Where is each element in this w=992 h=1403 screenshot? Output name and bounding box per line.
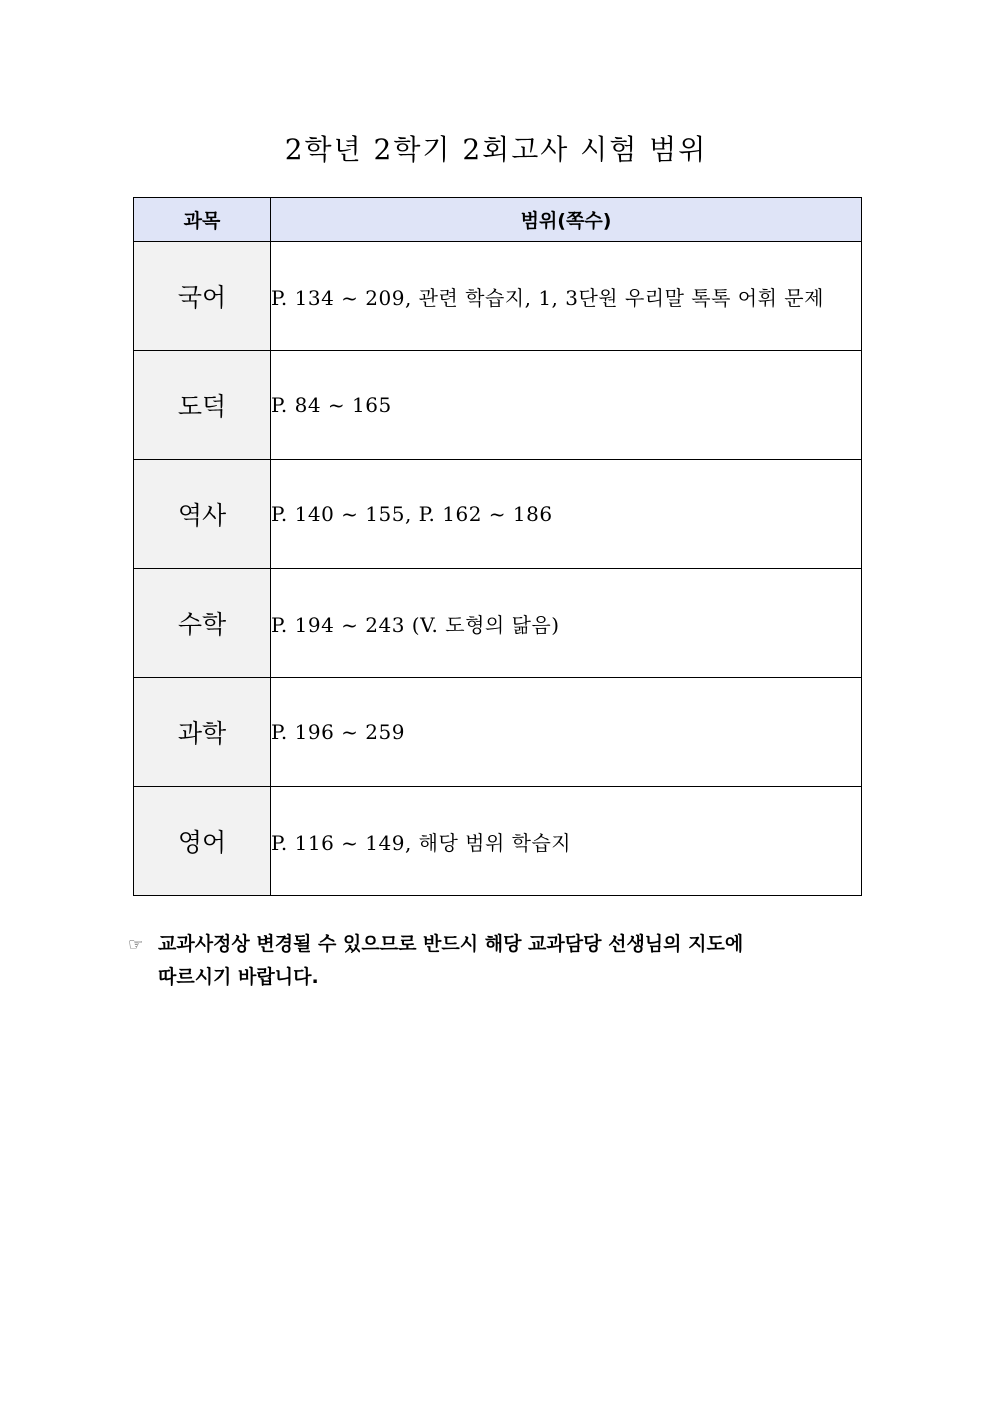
- table-row: [134, 242, 862, 351]
- table-row: [134, 678, 862, 787]
- subject-cell: 영어: [134, 787, 271, 896]
- subject-cell: 역사: [134, 460, 271, 569]
- range-cell: P. 84 ~ 165: [271, 351, 862, 460]
- exam-range-table: [133, 197, 862, 896]
- table-row: [134, 351, 862, 460]
- notice-text-1: 교과사정상 변경될 수 있으므로 반드시 해당 교과담당 선생님의 지도에: [158, 933, 744, 955]
- header-range: 범위(쪽수): [271, 198, 862, 242]
- range-cell: P. 116 ~ 149, 해당 범위 학습지: [271, 787, 862, 896]
- subject-cell: 수학: [134, 569, 271, 678]
- subject-cell: 국어: [134, 242, 271, 351]
- table-row: [134, 569, 862, 678]
- subject-cell: 도덕: [134, 351, 271, 460]
- notice-text-2: 따르시기 바랍니다.: [158, 966, 319, 988]
- range-cell: P. 196 ~ 259: [271, 678, 862, 787]
- table-header-row: [134, 198, 862, 242]
- header-subject: 과목: [134, 198, 271, 242]
- pointing-hand-icon: ☞: [128, 935, 144, 955]
- range-cell: P. 134 ~ 209, 관련 학습지, 1, 3단원 우리말 톡톡 어휘 문제: [271, 242, 862, 351]
- notice: [128, 928, 848, 993]
- range-cell: P. 140 ~ 155, P. 162 ~ 186: [271, 460, 862, 569]
- table-row: [134, 787, 862, 896]
- range-cell: P. 194 ~ 243 (V. 도형의 닮음): [271, 569, 862, 678]
- subject-cell: 과학: [134, 678, 271, 787]
- table-row: [134, 460, 862, 569]
- page-title: 2학년 2학기 2회고사 시험 범위: [284, 133, 708, 166]
- notice-line-1: [128, 928, 848, 961]
